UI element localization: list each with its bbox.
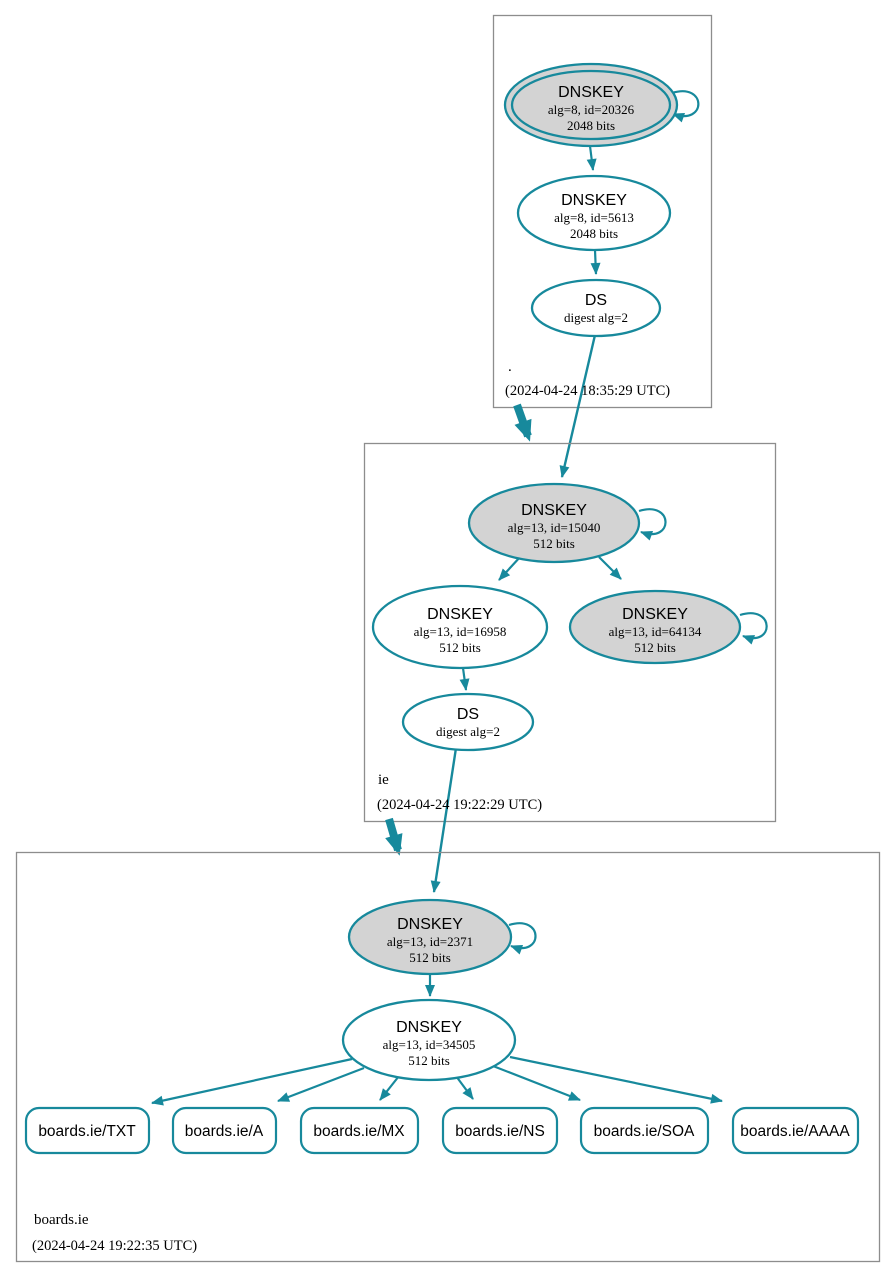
- node-root-ds-title: DS: [584, 292, 608, 309]
- node-boards-ksk-title: DNSKEY: [397, 916, 463, 933]
- edge-root-zsk-to-ds: [595, 250, 596, 274]
- rrset-ns-label: boards.ie/NS: [455, 1123, 545, 1140]
- node-ie-ds-title: DS: [456, 706, 480, 723]
- node-ie-zsk-detail2: 512 bits: [439, 640, 481, 655]
- delegation-arrow-root-to-ie: [517, 405, 528, 436]
- node-ie-ds: [403, 694, 533, 750]
- edge-ie-ksk-to-zsk: [499, 556, 521, 580]
- node-root-ksk-detail2: 2048 bits: [566, 118, 616, 133]
- edge-ie-ksk2-selfloop: [740, 613, 767, 638]
- zone-root: [494, 16, 712, 478]
- edge-root-ds-to-ie-ksk: [562, 335, 595, 477]
- node-boards-zsk-title: DNSKEY: [396, 1019, 462, 1036]
- node-root-ds: [532, 280, 660, 336]
- node-root-ksk-detail1: alg=8, id=20326: [547, 102, 635, 117]
- node-boards-ksk-2371: [349, 900, 511, 974]
- edge-boards-zsk-to-aaaa: [510, 1057, 722, 1101]
- edge-ie-ds-to-boards-ksk: [434, 748, 456, 892]
- node-root-ds-detail1: digest alg=2: [563, 310, 629, 325]
- rrset-aaaa: [733, 1108, 858, 1153]
- zone-ie-label: ie: [378, 772, 389, 788]
- node-ie-ksk2-detail2: 512 bits: [634, 640, 676, 655]
- rrset-txt-label: boards.ie/TXT: [38, 1123, 136, 1140]
- zone-ie: [365, 444, 776, 893]
- node-root-ksk-20326: [505, 64, 677, 146]
- rrset-a: [173, 1108, 276, 1153]
- rrset-aaaa-label: boards.ie/AAAA: [740, 1123, 850, 1140]
- edge-ie-ksk-to-ksk2: [599, 557, 621, 579]
- edge-ie-zsk-to-ds: [463, 668, 466, 690]
- rrset-mx: [301, 1108, 418, 1153]
- zone-root-label: .: [508, 359, 512, 375]
- zone-root-timestamp: (2024-04-24 18:35:29 UTC): [505, 383, 671, 399]
- rrset-mx-label: boards.ie/MX: [313, 1123, 405, 1140]
- node-ie-zsk-detail1: alg=13, id=16958: [413, 624, 507, 639]
- node-ie-ksk-detail2: 512 bits: [533, 536, 575, 551]
- delegation-arrow-ie-to-boards: [389, 819, 398, 850]
- node-ie-zsk-16958: [373, 586, 547, 668]
- rrset-soa: [581, 1108, 708, 1153]
- node-boards-ksk-detail1: alg=13, id=2371: [386, 934, 474, 949]
- node-root-zsk-5613: [518, 176, 670, 250]
- node-ie-ksk-15040: [469, 484, 639, 562]
- node-ie-ksk2-64134: [570, 591, 740, 663]
- node-root-ksk-title: DNSKEY: [558, 84, 624, 101]
- edge-boards-zsk-to-mx: [380, 1076, 399, 1100]
- node-boards-zsk-34505: [343, 1000, 515, 1080]
- node-boards-ksk-detail2: 512 bits: [409, 950, 451, 965]
- node-ie-ds-detail1: digest alg=2: [435, 724, 501, 739]
- zone-ie-timestamp: (2024-04-24 19:22:29 UTC): [377, 797, 543, 813]
- edge-boards-zsk-to-txt: [152, 1059, 352, 1103]
- node-boards-zsk-detail2: 512 bits: [408, 1053, 450, 1068]
- node-boards-zsk-detail1: alg=13, id=34505: [382, 1037, 476, 1052]
- zone-boards-ie-label: boards.ie: [34, 1212, 89, 1228]
- node-root-zsk-detail2: 2048 bits: [569, 226, 619, 241]
- node-root-zsk-detail1: alg=8, id=5613: [554, 210, 634, 225]
- zone-boards-ie-timestamp: (2024-04-24 19:22:35 UTC): [32, 1238, 198, 1254]
- edge-root-ksk-to-zsk: [590, 146, 593, 170]
- node-ie-ksk2-title: DNSKEY: [622, 606, 688, 623]
- rrset-a-label: boards.ie/A: [184, 1123, 264, 1140]
- rrset-ns: [443, 1108, 557, 1153]
- edge-boards-zsk-to-soa: [493, 1066, 580, 1100]
- edge-boards-zsk-to-ns: [456, 1076, 473, 1099]
- edge-boards-ksk-selfloop: [509, 923, 536, 948]
- node-ie-ksk2-detail1: alg=13, id=64134: [608, 624, 702, 639]
- node-ie-zsk-title: DNSKEY: [427, 606, 493, 623]
- node-ie-ksk-detail1: alg=13, id=15040: [507, 520, 601, 535]
- rrset-soa-label: boards.ie/SOA: [593, 1123, 695, 1140]
- rrset-txt: [26, 1108, 149, 1153]
- node-ie-ksk-title: DNSKEY: [521, 502, 587, 519]
- edge-ie-ksk-selfloop: [639, 509, 666, 534]
- zone-boards-ie: [17, 853, 880, 1262]
- node-root-zsk-title: DNSKEY: [561, 192, 627, 209]
